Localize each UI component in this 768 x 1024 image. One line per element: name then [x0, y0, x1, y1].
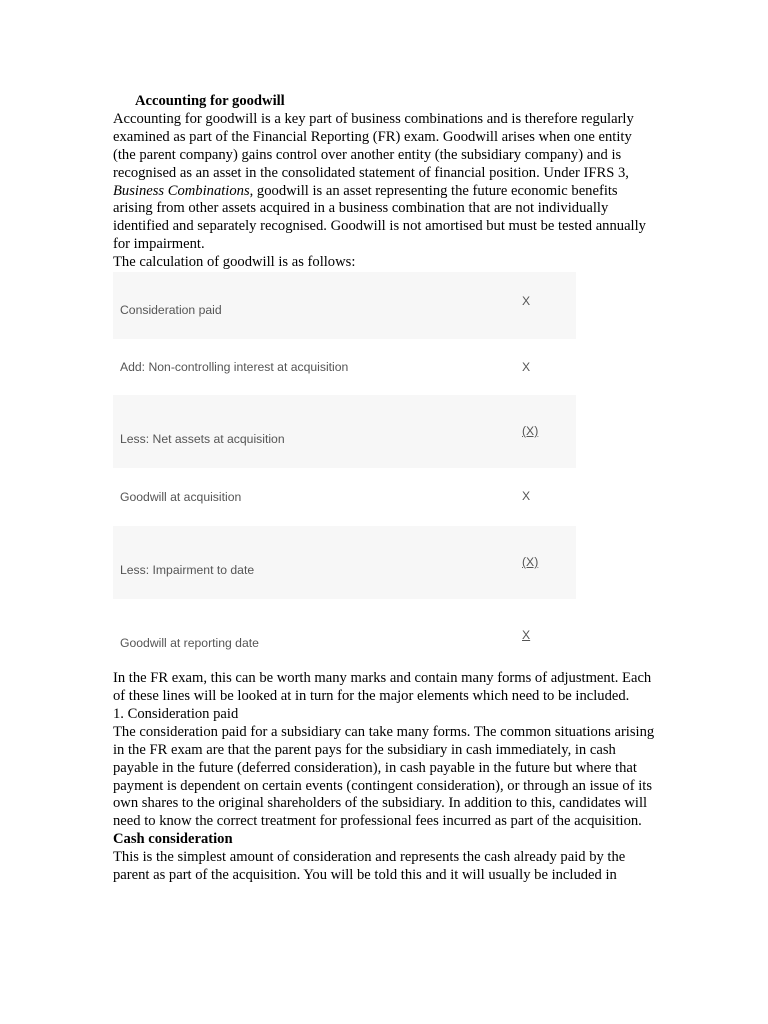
section1-heading: 1. Consideration paid [113, 705, 239, 722]
after-table-paragraph: In the FR exam, this can be worth many marks and contain many forms of adjustment. Each of these lines will be looked at in turn for the major elements which need to be included. [113, 670, 652, 704]
table-row [113, 395, 576, 468]
row-value: X [522, 360, 531, 375]
goodwill-calculation-table [113, 272, 576, 670]
table-row [113, 339, 576, 395]
document-page [113, 93, 658, 885]
table-row [113, 468, 576, 526]
row-label: Goodwill at acquisition [120, 490, 242, 505]
section1-paragraph: The consideration paid for a subsidiary can take many forms. The common situations arising in the FR exam are that the parent pays for the subsidiary in cash immediately, in cash payable in the future (deferred consideration), in cash payable in the future but where that payment is dependent on certain events (contingent consideration), or through an issue of its own shares to the original shareholders of the subsidiary. In addition to this, candidates will need to know the correct treatment for professional fees incurred as part of the acquisition. [113, 723, 655, 830]
row-value: X [522, 489, 531, 504]
row-label: Add: Non-controlling interest at acquisition [120, 360, 349, 375]
table-row [113, 526, 576, 599]
table-row [113, 272, 576, 339]
document-title: Accounting for goodwill [135, 93, 285, 109]
row-value: (X) [522, 424, 539, 439]
row-value: X [522, 628, 531, 643]
intro-paragraph [113, 111, 658, 254]
row-value: (X) [522, 555, 539, 570]
row-label: Less: Net assets at acquisition [120, 432, 285, 447]
row-label: Less: Impairment to date [120, 563, 255, 578]
row-label: Consideration paid [120, 303, 222, 318]
row-value: X [522, 294, 531, 309]
row-label: Goodwill at reporting date [120, 636, 259, 651]
table-row [113, 599, 576, 670]
cash-consideration-paragraph: This is the simplest amount of consideration and represents the cash already paid by the parent as part of the acquisition. You will be told this and it will usually be included in [113, 849, 626, 884]
cash-consideration-heading: Cash consideration [113, 831, 233, 848]
calc-intro: The calculation of goodwill is as follows: [113, 254, 356, 271]
intro-paragraph-part1: Accounting for goodwill is a key part of business combinations and is therefore regularly examined as part of the Financial Reporting (FR) exam. Goodwill arises when one entity (the parent company) gains control over another entity (the subsidiary company) and is recognised as an asset in the consolidated statement of financial position. Under IFRS 3, [113, 110, 634, 181]
intro-paragraph-italic: Business Combinations [113, 182, 250, 199]
intro-paragraph-part2: , goodwill is an asset representing the future economic benefits arising from other assets acquired in a business combination that are not individually identified and separately recognised. Goodwill is not amortised but must be tested annually for impairment. [113, 182, 646, 253]
